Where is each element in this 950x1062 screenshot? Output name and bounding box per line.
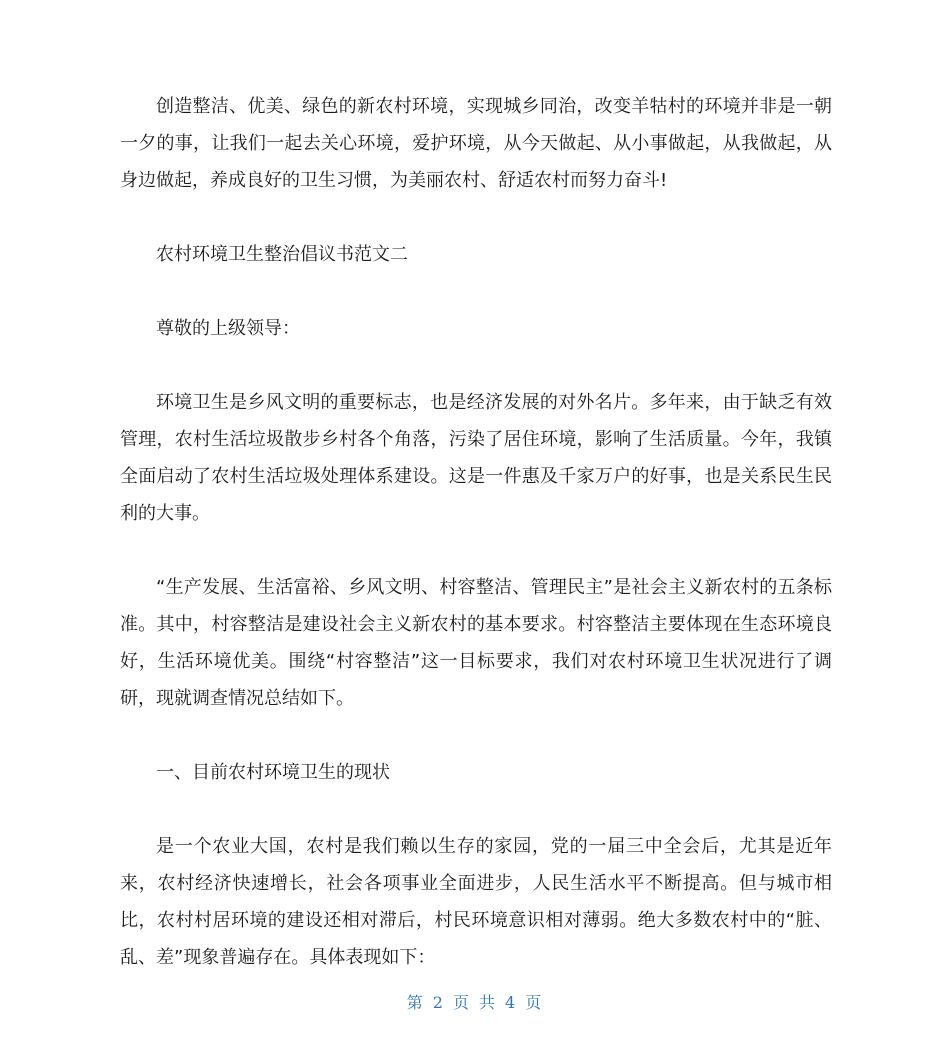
page-label-prefix: 第 — [406, 993, 425, 1012]
paragraph-closing: 创造整洁、优美、绿色的新农村环境，实现城乡同治，改变羊牯村的环境并非是一朝一夕的事，让我们一起去关心环境，爱护环境，从今天做起、从小事做起，从我做起，从身边做起，养成良好的卫生习惯，为美丽农村、舒适农村而努力奋斗! — [120, 96, 832, 191]
salutation: 尊敬的上级领导： — [156, 318, 300, 339]
page-label-mid1: 页 — [452, 993, 471, 1012]
section-heading-example-two: 农村环境卫生整治倡议书范文二 — [156, 244, 408, 265]
page-label-mid2: 共 — [479, 993, 498, 1012]
paragraph-status: 是一个农业大国，农村是我们赖以生存的家园，党的一届三中全会后，尤其是近年来，农村经济快速增长，社会各项事业全面进步，人民生活水平不断提高。但与城市相比，农村村居环境的建设还相对滞后，村民环境意识相对薄弱。绝大多数农村中的“脏、乱、差”现象普遍存在。具体表现如下： — [120, 836, 832, 968]
document-body — [120, 88, 832, 976]
paragraph-intro: 环境卫生是乡风文明的重要标志，也是经济发展的对外名片。多年来，由于缺乏有效管理，农村生活垃圾散步乡村各个角落，污染了居住环境，影响了生活质量。今年，我镇全面启动了农村生活垃圾处理体系建设。这是一件惠及千家万户的好事，也是关系民生民利的大事。 — [120, 392, 832, 524]
paragraph-standards: “生产发展、生活富裕、乡风文明、村容整洁、管理民主”是社会主义新农村的五条标准。其中，村容整洁是建设社会主义新农村的基本要求。村容整洁主要体现在生态环境良好，生活环境优美。围绕“村容整洁”这一目标要求，我们对农村环境卫生状况进行了调研，现就调查情况总结如下。 — [120, 577, 832, 709]
page-number-footer — [0, 990, 950, 1013]
section-heading-status: 一、目前农村环境卫生的现状 — [156, 762, 390, 783]
total-pages-number: 4 — [505, 993, 518, 1012]
page-label-suffix: 页 — [525, 993, 544, 1012]
current-page-number: 2 — [432, 993, 445, 1012]
